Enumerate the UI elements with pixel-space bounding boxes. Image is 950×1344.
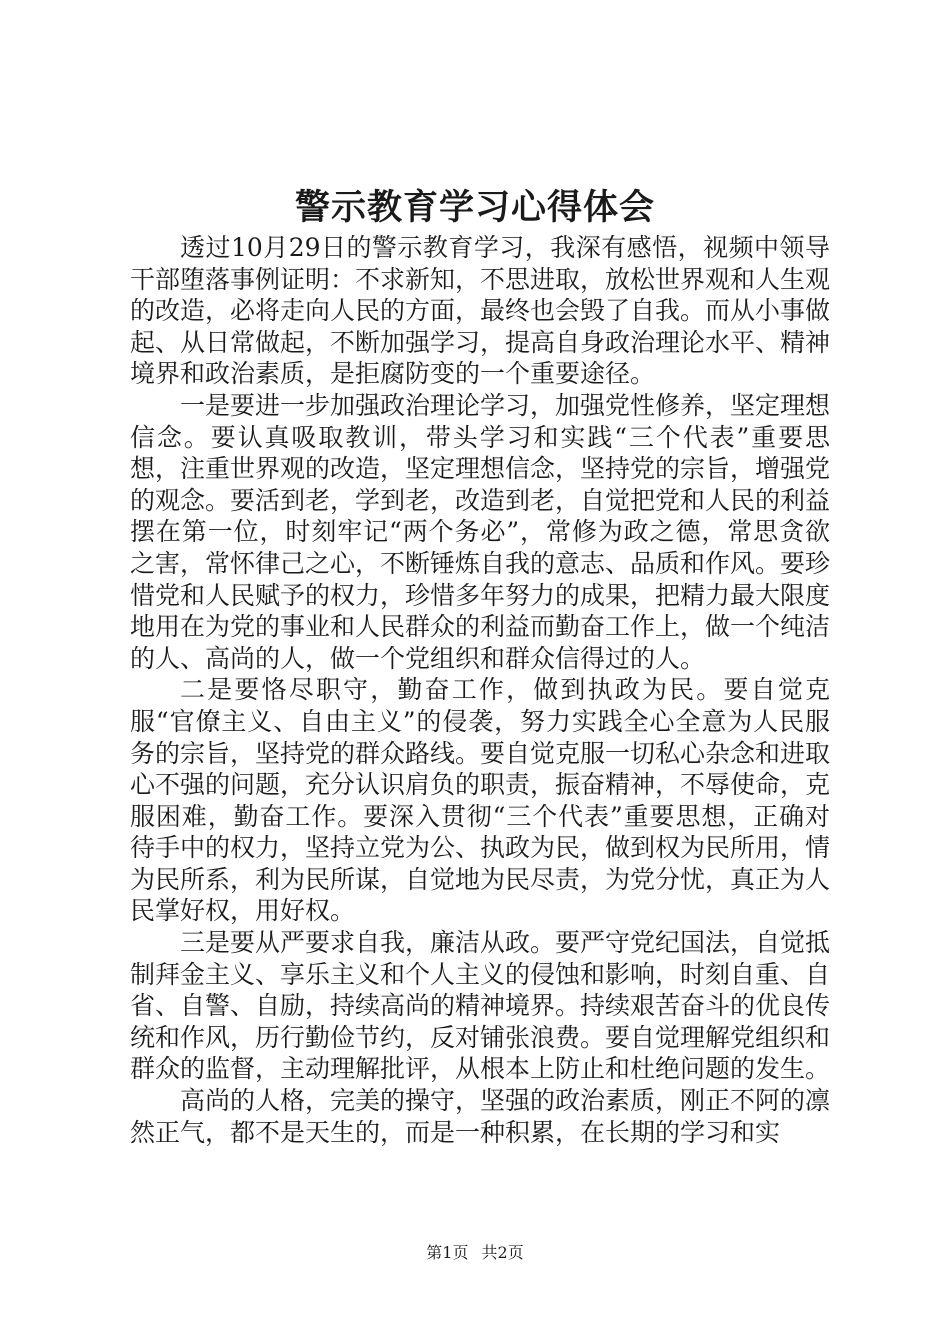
page-total: 共2页 xyxy=(481,1243,524,1262)
paragraph-point-one: 一是要进一步加强政治理论学习，加强党性修养，坚定理想信念。要认真吸取教训，带头学习和实践“三个代表”重要思想，注重世界观的改造，坚定理想信念，坚持党的宗旨，增强党的观念。要活到老，学到老，改造到老，自觉把党和人民的利益摆在第一位，时刻牢记“两个务必”，常修为政之德，常思贪欲之害，常怀律己之心，不断锤炼自我的意志、品质和作风。要珍惜党和人民赋予的权力，珍惜多年努力的成果，把精力最大限度地用在为党的事业和人民群众的利益而勤奋工作上，做一个纯洁的人、高尚的人，做一个党组织和群众信得过的人。 xyxy=(130,390,830,673)
paragraph-point-two: 二是要恪尽职守，勤奋工作，做到执政为民。要自觉克服“官僚主义、自由主义”的侵袭，努力实践全心全意为人民服务的宗旨，坚持党的群众路线。要自觉克服一切私心杂念和进取心不强的问题，充分认识肩负的职责，振奋精神，不辱使命，克服困难，勤奋工作。要深入贯彻“三个代表”重要思想，正确对待手中的权力，坚持立党为公、执政为民，做到权为民所用，情为民所系，利为民所谋，自觉地为民尽责，为党分忧，真正为人民掌好权，用好权。 xyxy=(130,675,830,926)
page-footer xyxy=(0,1242,950,1264)
paragraph-intro: 透过10月29日的警示教育学习，我深有感悟，视频中领导干部堕落事例证明：不求新知，不思进取，放松世界观和人生观的改造，必将走向人民的方面，最终也会毁了自我。而从小事做起、从日常做起，不断加强学习，提高自身政治理论水平、精神境界和政治素质，是拒腐防变的一个重要途径。 xyxy=(130,233,830,389)
document-title: 警示教育学习心得体会 xyxy=(294,187,655,228)
document-body xyxy=(130,232,830,1180)
paragraph-conclusion: 高尚的人格，完美的操守，坚强的政治素质，刚正不阿的凛然正气，都不是天生的，而是一种积累，在长期的学习和实 xyxy=(130,1086,830,1147)
page-number: 第1页 xyxy=(426,1243,469,1262)
paragraph-point-three: 三是要从严要求自我，廉洁从政。要严守党纪国法，自觉抵制拜金主义、享乐主义和个人主义的侵蚀和影响，时刻自重、自省、自警、自励，持续高尚的精神境界。持续艰苦奋斗的优良传统和作风，历行勤俭节约，反对铺张浪费。要自觉理解党组织和群众的监督，主动理解批评，从根本上防止和杜绝问题的发生。 xyxy=(130,928,830,1084)
